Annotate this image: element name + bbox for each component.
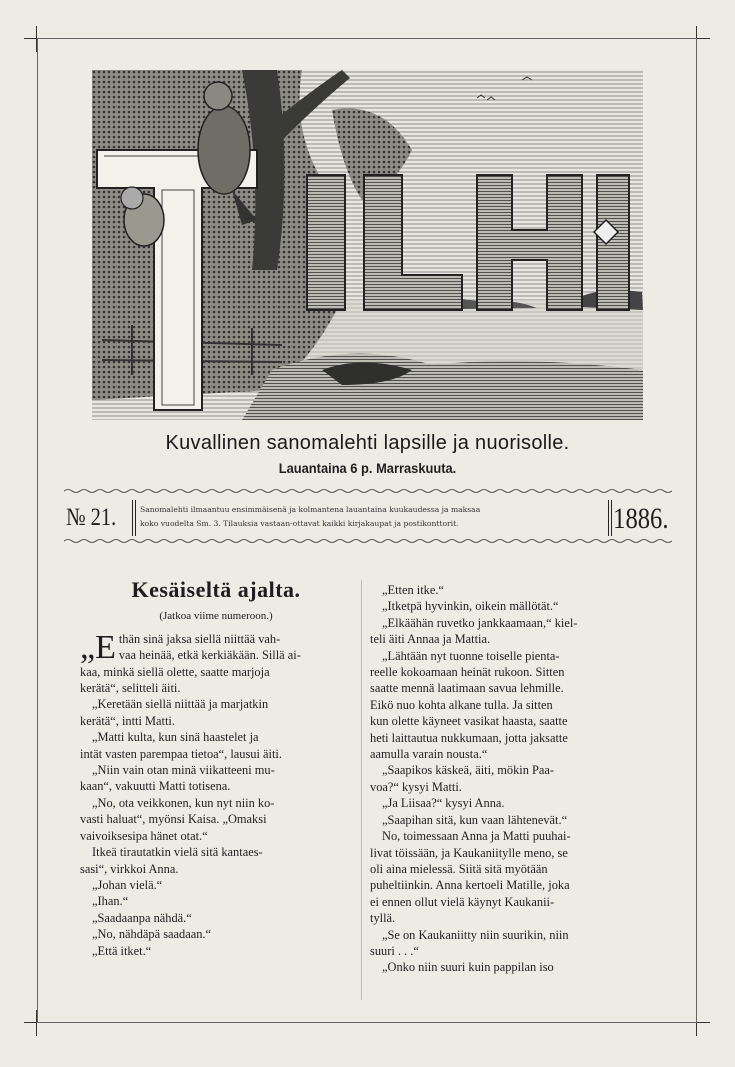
article-line: reelle kokoamaan heinät rukoon. Sitten — [370, 665, 565, 680]
frame-top — [37, 38, 697, 39]
article-line: „No, ota veikkonen, kun nyt niin ko- — [92, 795, 275, 810]
article-line: No, toimessaan Anna ja Matti puuhai- — [382, 829, 571, 844]
article-line: livat töissään, ja Kaukaniitylle meno, se — [370, 845, 568, 860]
article-line: kaan“, vakuutti Matti totisena. — [80, 779, 231, 794]
article-line: Eikö nuo kohta alkane tulla. Ja sitten — [370, 697, 553, 712]
article-line: „Saadaanpa nähdä.“ — [92, 910, 192, 925]
article-line: „Niin vain otan minä viikatteeni mu- — [92, 763, 275, 778]
article-line: „Etten itke.“ — [382, 583, 444, 597]
article-line: „Se on Kaukaniitty niin suurikin, niin — [382, 927, 569, 942]
article-line: „Saapihan sitä, kun vaan lähtenevät.“ — [382, 812, 568, 827]
article-line: kerätä“, selitteli äiti. — [80, 681, 181, 696]
article-line: Itkeä tirautatkin vielä sitä kantaes- — [92, 845, 263, 860]
column-divider — [361, 580, 362, 1000]
article-paragraph — [80, 762, 352, 795]
article-paragraph — [80, 926, 352, 942]
article-paragraph — [370, 762, 669, 795]
article-line: puheltiinkin. Anna kertoeli Matille, joka — [370, 878, 570, 893]
article-line: „Keretään siellä niittää ja marjatkin — [92, 697, 269, 712]
article-line: saatte mennä laatimaan savua lehmille. — [370, 681, 564, 696]
article-paragraph — [80, 910, 352, 926]
subscription-info-line: koko vuodelta Sm. 3. Tilauksia vastaan-ottavat kaikki kirjakaupat ja postikonttorit. — [140, 519, 459, 528]
article-line: „No, nähdäpä saadaan.“ — [92, 927, 212, 942]
wavy-rule-bottom — [64, 538, 672, 544]
article-paragraph — [80, 696, 352, 729]
article-line: ei ennen ollut vielä käynyt Kaukanii- — [370, 894, 555, 909]
article-paragraph — [370, 648, 669, 763]
article-line: sasi“, virkkoi Anna. — [80, 861, 179, 876]
issue-number: № 21. — [66, 504, 117, 531]
frame-right — [696, 38, 697, 1023]
article-line: kerätä“, intti Matti. — [80, 713, 175, 728]
article-line: „Ihan.“ — [92, 894, 129, 909]
frame-bottom — [37, 1022, 697, 1023]
masthead-illustration — [92, 70, 643, 420]
article-line: „Itketpä hyvinkin, oikein mällötät.“ — [382, 599, 559, 614]
article-line: „Johan vielä.“ — [92, 877, 163, 892]
article-paragraph — [370, 812, 669, 828]
article-column-left — [80, 577, 352, 959]
article-line: intät vasten parempaa tietoa“, lausui äiti. — [80, 746, 282, 761]
article-title: Kesäiseltä ajalta. — [131, 577, 301, 602]
article-line: „Ja Liisaa?“ kysyi Anna. — [382, 796, 505, 811]
subscription-info-line: Sanomalehti ilmaantuu ensimmäisenä ja kolmantena lauantaina kuukaudessa ja maksaa — [140, 505, 481, 514]
issue-year: 1886. — [612, 502, 668, 535]
issue-divider-left — [132, 500, 133, 536]
article-column-right — [370, 582, 669, 976]
article-paragraph — [80, 844, 352, 877]
article-line: oli aina mielessä. Siitä sitä myötään — [370, 861, 548, 876]
article-paragraph — [370, 959, 669, 975]
article-continuation-note: (Jatkoa viime numeroon.) — [159, 610, 273, 623]
article-paragraph — [370, 582, 669, 598]
article-paragraph — [80, 893, 352, 909]
crop-mark-bottom-right — [684, 1010, 710, 1036]
article-line: „Että itket.“ — [92, 943, 152, 958]
subscription-info — [140, 503, 606, 531]
article-line: vaa heinää, etkä kerkiäkään. Sillä ai- — [118, 648, 301, 663]
issue-info-bar — [64, 494, 672, 540]
issue-date: Lauantaina 6 p. Marraskuuta. — [278, 460, 457, 476]
article-paragraph — [80, 877, 352, 893]
issue-divider-right — [608, 500, 609, 536]
article-line: aamulla varain nousta.“ — [370, 747, 488, 762]
article-line: „Saapikos käskeä, äiti, mökin Paa- — [382, 763, 555, 778]
article-paragraph — [80, 628, 352, 697]
article-paragraph — [80, 943, 352, 959]
article-line: voa?“ kysyi Matti. — [370, 779, 462, 794]
article-paragraph — [370, 828, 669, 926]
article-line: „Elkäähän ruvetko jankkaamaan,“ kiel- — [382, 615, 578, 630]
crop-mark-top-right — [684, 26, 710, 52]
article-paragraph — [80, 795, 352, 844]
article-line: thän sinä jaksa siellä niittää vah- — [118, 631, 281, 646]
article-paragraph — [370, 795, 669, 811]
article-line: „Onko niin suuri kuin pappilan iso — [382, 960, 554, 975]
article-paragraph — [370, 927, 669, 960]
article-line: kaa, minkä siellä olette, saatte marjoja — [80, 664, 270, 679]
article-line: heti laittautua nukkumaan, jotta jaksatte — [370, 730, 568, 745]
article-paragraph — [370, 598, 669, 614]
article-line: tyllä. — [370, 911, 396, 926]
article-line: vasti haluat“, myönsi Kaisa. „Omaksi — [80, 812, 267, 827]
drop-cap: „E — [80, 628, 116, 666]
article-line: „Matti kulta, kun sinä haastelet ja — [92, 730, 259, 745]
article-paragraph — [370, 615, 669, 648]
article-line: „Lähtään nyt tuonne toiselle pienta- — [382, 648, 560, 663]
issue-divider-right-2 — [611, 500, 612, 536]
article-line: kun olette käyneet vasikat haasta, saatte — [370, 714, 568, 729]
masthead-subtitle: Kuvallinen sanomalehti lapsille ja nuorisolle. — [165, 432, 570, 454]
frame-left — [37, 38, 38, 1023]
article-paragraph — [80, 729, 352, 762]
issue-divider-left-2 — [135, 500, 136, 536]
article-line: teli äiti Annaa ja Mattia. — [370, 632, 491, 647]
article-line: vaivoiksesipa hänet otat.“ — [80, 828, 208, 843]
article-line: suuri . . .“ — [370, 943, 419, 958]
